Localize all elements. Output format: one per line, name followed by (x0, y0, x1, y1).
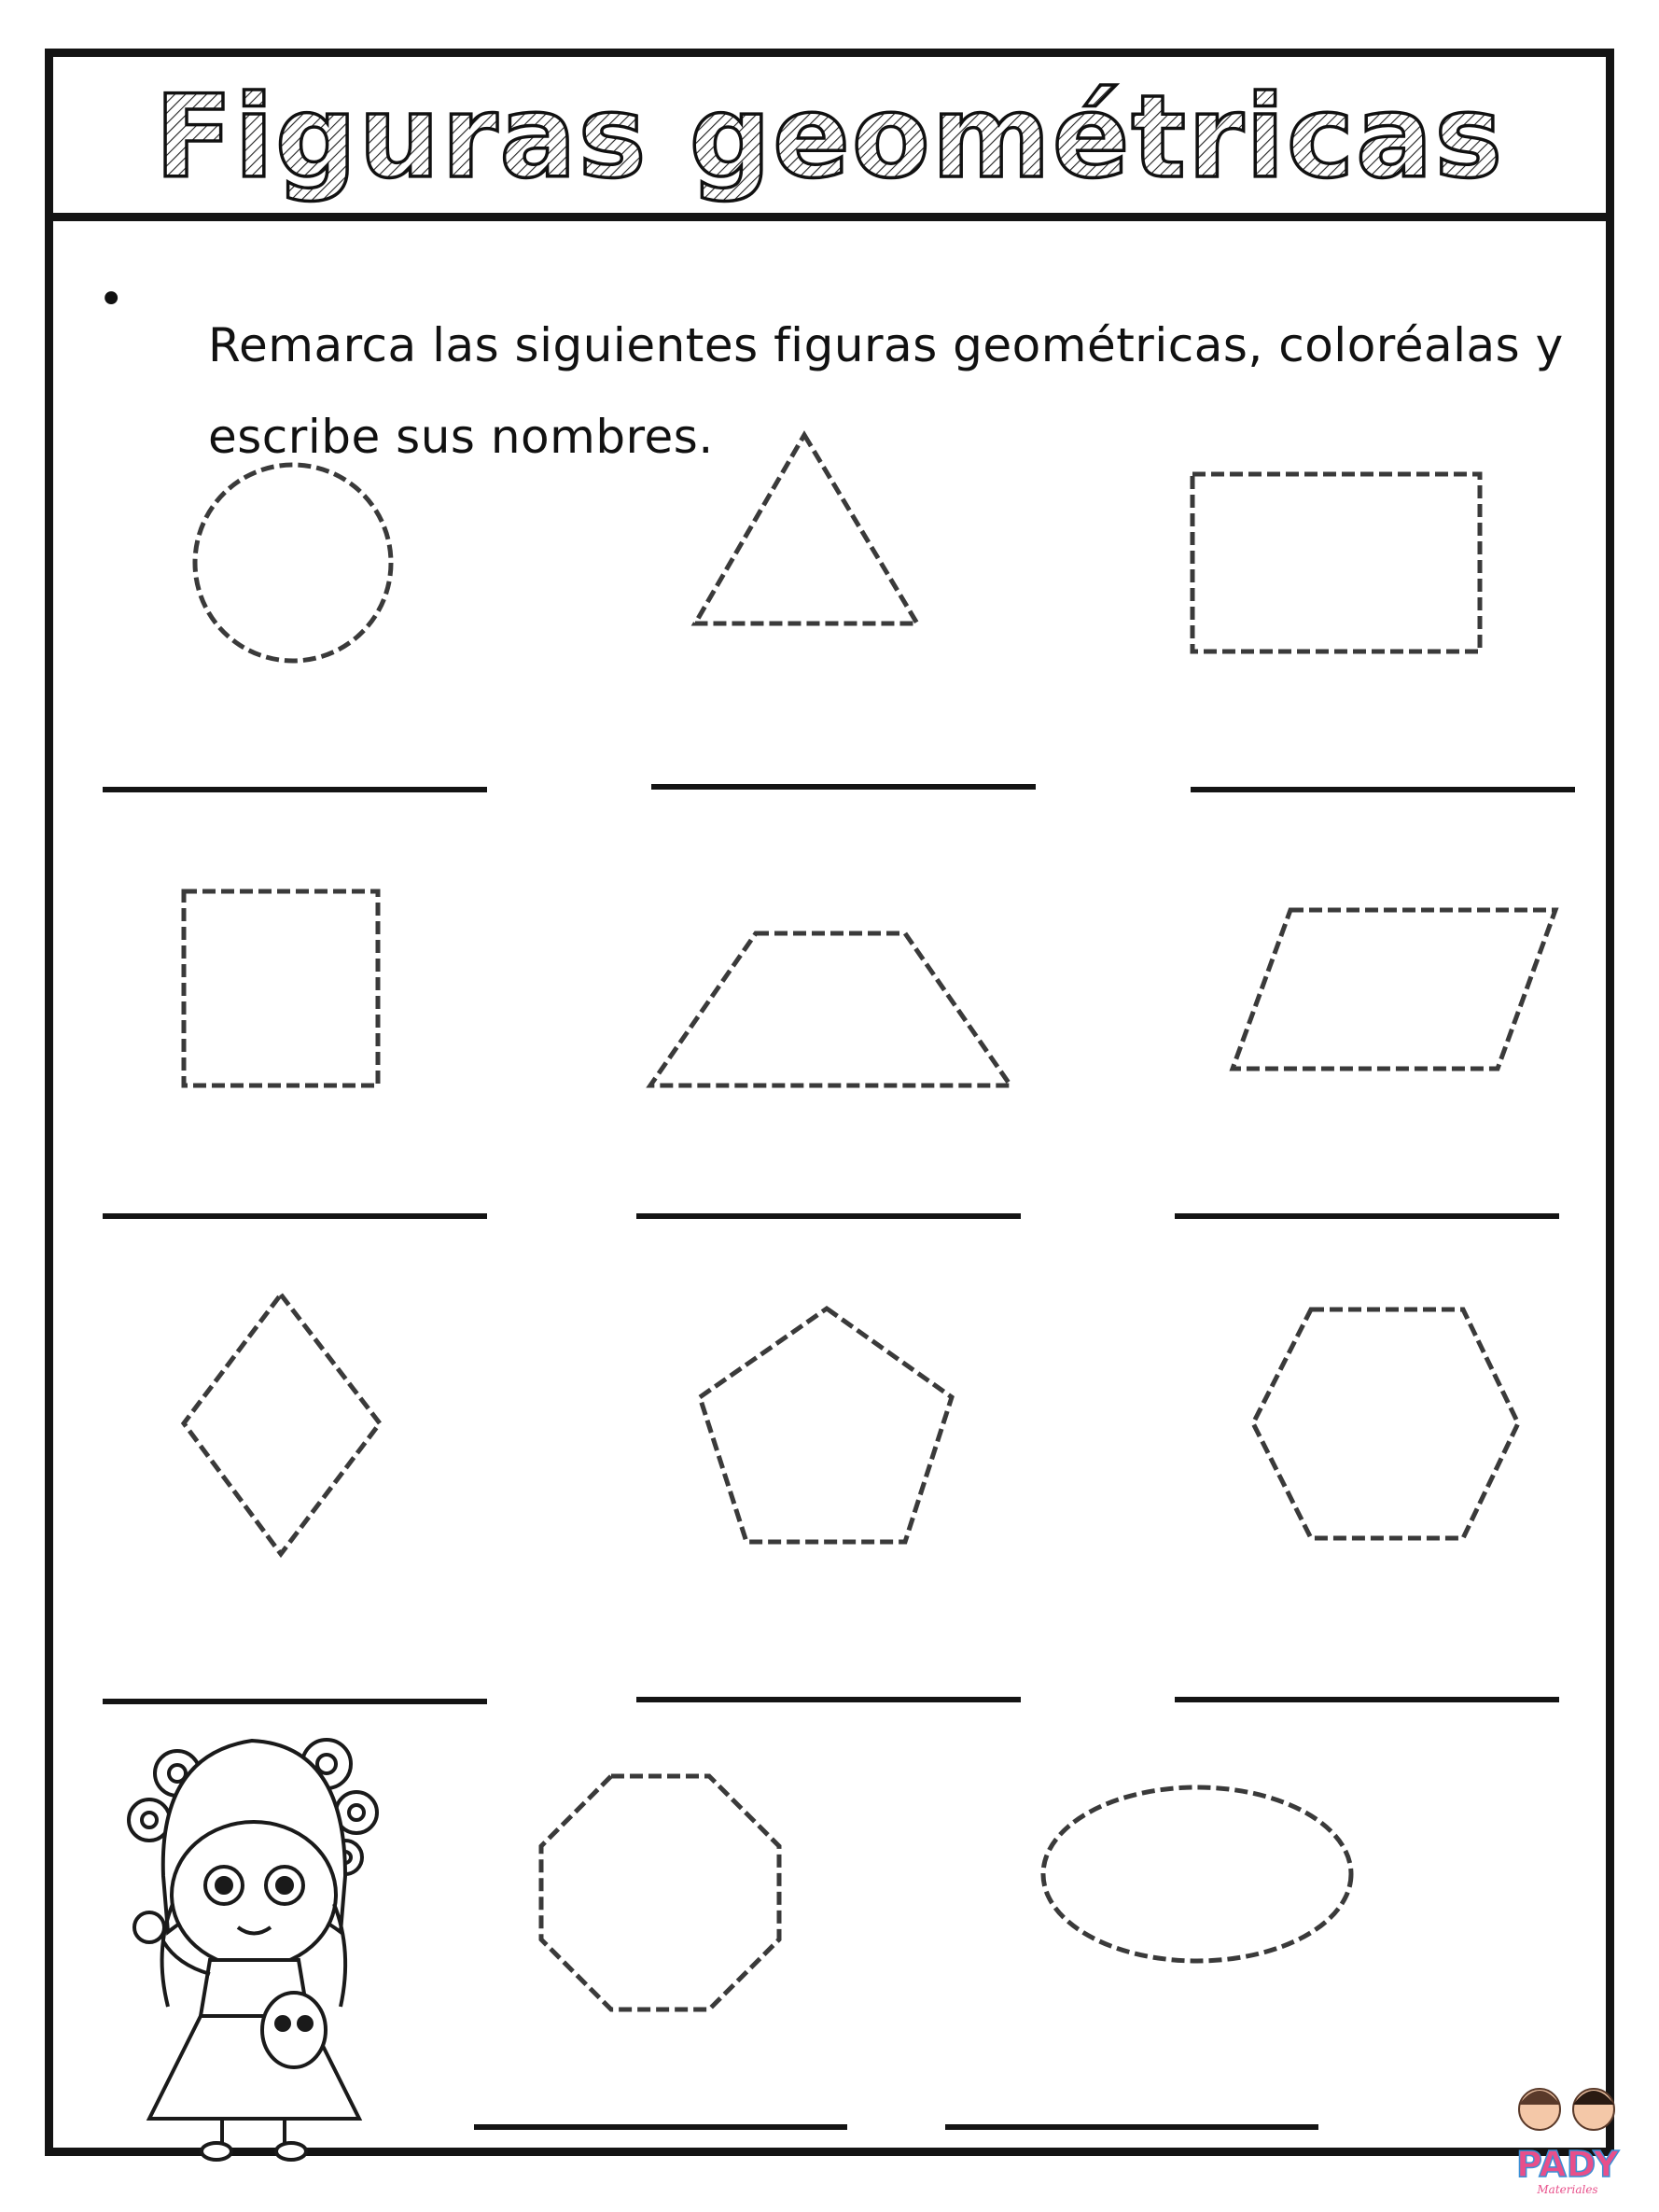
answer-line-hexagon[interactable] (1175, 1697, 1559, 1702)
answer-line-rectangle[interactable] (1191, 787, 1575, 792)
answer-line-triangle[interactable] (651, 784, 1036, 790)
square-icon[interactable] (184, 891, 378, 1085)
instruction-text: Remarca las siguientes figuras geométricas, coloréalas y escribe sus nombres. (208, 318, 1564, 464)
rectangle-icon[interactable] (1192, 474, 1480, 651)
trapezoid-icon[interactable] (650, 933, 1011, 1085)
oval-icon[interactable] (1043, 1787, 1351, 1961)
answer-line-octagon[interactable] (474, 2124, 847, 2130)
parallelogram-icon[interactable] (1233, 910, 1555, 1069)
answer-line-parallelogram[interactable] (1175, 1213, 1559, 1219)
triangle-icon[interactable] (695, 435, 917, 623)
title-text: Figuras geométricas (154, 71, 1505, 203)
bullet-icon: • (98, 273, 125, 326)
logo-text: PADY (1515, 2144, 1620, 2185)
octagon-icon[interactable] (541, 1776, 779, 2009)
logo-text-area (1493, 2072, 1642, 2198)
catrina-girl-icon (129, 1740, 377, 2160)
circle-icon[interactable] (195, 465, 391, 661)
rhombus-icon[interactable] (184, 1295, 380, 1554)
answer-line-square[interactable] (103, 1213, 487, 1219)
answer-line-rhombus[interactable] (103, 1699, 487, 1704)
hexagon-icon[interactable] (1253, 1309, 1518, 1538)
answer-line-circle[interactable] (103, 787, 487, 792)
answer-line-oval[interactable] (945, 2124, 1318, 2130)
answer-line-pentagon[interactable] (636, 1697, 1021, 1702)
pentagon-icon[interactable] (700, 1309, 952, 1542)
logo-subtext: Materiales (1537, 2183, 1598, 2196)
answer-line-trapezoid[interactable] (636, 1213, 1021, 1219)
